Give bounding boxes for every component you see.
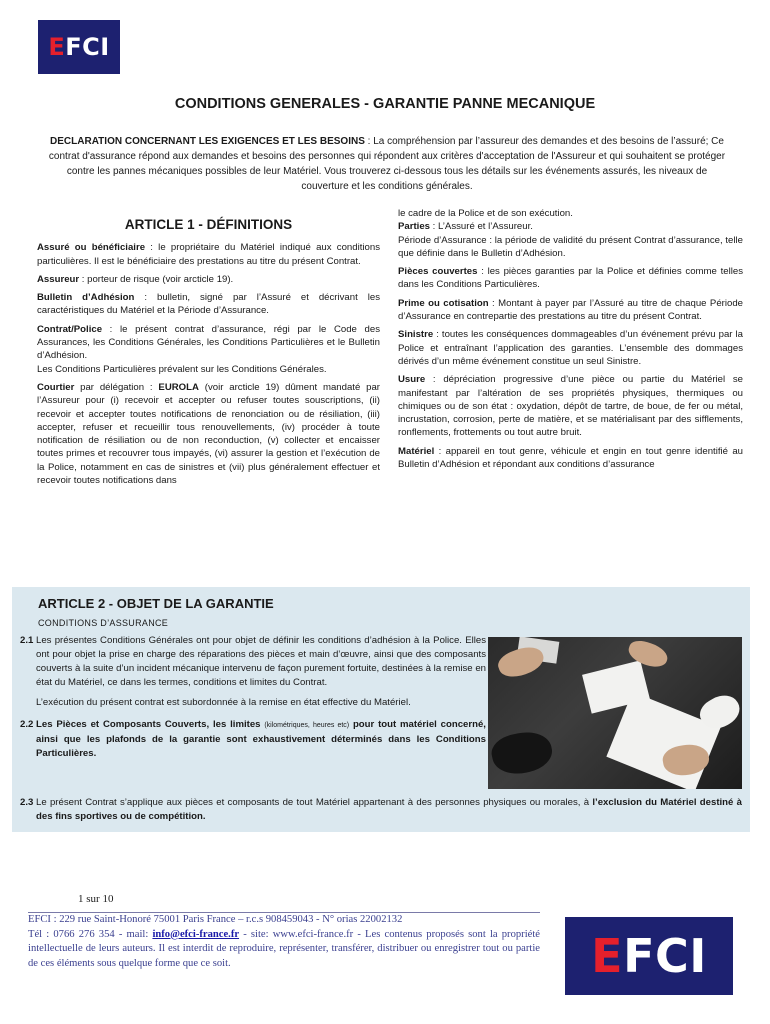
- logo-letter-e: E: [48, 33, 66, 61]
- item-number: 2.1: [20, 635, 34, 646]
- logo-letters-fci: FCI: [623, 929, 707, 983]
- definition-term: Matériel: [398, 445, 435, 457]
- article2-subtitle: CONDITIONS D’ASSURANCE: [38, 618, 169, 628]
- definition-term: Courtier: [37, 381, 75, 393]
- definition-text: : porteur de risque (voir arcticle 19).: [79, 273, 234, 285]
- item-number: 2.2: [20, 719, 34, 730]
- definition-text: : L’Assuré et l’Assureur.: [430, 221, 533, 233]
- definition-term: Usure: [398, 374, 426, 386]
- definition-contrat: [37, 323, 380, 363]
- footer-email-link[interactable]: info@efci-france.fr: [152, 928, 240, 940]
- definition-continuation: [398, 207, 743, 220]
- definition-sinistre: [398, 328, 743, 368]
- definition-term: Contrat/Police: [37, 323, 103, 335]
- article2-title: ARTICLE 2 - OBJET DE LA GARANTIE: [38, 596, 274, 611]
- definition-text: : dépréciation progressive d’une pièce ou partie du Matériel se manifestant par l’altération de ses propriétés physiques, thermiques ou chimiques ou de son état : oxydation, dépôt de tartre, de boue, de fer ou métal, incrustation, corrosion, perte de matière, et se matérialisant par des sifflements, ronflements, frottements ou tout autre bruit.: [398, 374, 743, 439]
- definition-term: Assuré ou bénéficiaire: [37, 242, 146, 254]
- logo-letters-fci: FCI: [65, 33, 110, 61]
- item-text: Le présent Contrat s’applique aux pièces et composants de tout Matériel appartenant à des personnes physiques ou morales, à: [36, 797, 593, 808]
- article2-item-2-1: [20, 634, 486, 716]
- article1-right-column: [398, 207, 743, 476]
- definition-term: Bulletin d’Adhésion: [37, 292, 135, 304]
- definition-conditions-note: [37, 363, 380, 376]
- item-text-bold: Les Pièces et Composants Couverts, les limites: [36, 719, 265, 730]
- definition-pieces: [398, 265, 743, 292]
- footer-contact: [28, 928, 540, 972]
- page-number: 1 sur 10: [78, 893, 114, 905]
- definition-periode: [398, 234, 743, 261]
- article2-item-2-2: [20, 718, 486, 761]
- definition-text: (voir arcticle 19) dûment mandaté par l’Assureur pour (i) recevoir et accepter ou refuser toutes souscriptions, (ii) recevoir et accepter toutes notifications de renonciation ou de résiliation, (iii) accepter, refuser et recueillir tous renouvellements, (iv) procéder à toute notification de résiliation ou de non reconduction, (v) collecter et encaisser toutes primes et recouvrer tous impayés, (vi) assurer la gestion et l’exécution de la Police, notamment en cas de sinistres et (vii) plus généralement effectuer et recevoir toutes notifications dans: [37, 381, 380, 487]
- intro-text: : La compréhension par l’assureur des demandes et des besoins de l’assuré; Ce contrat d'assurance répond aux demandes et besoins des personnes qui répondent aux critères d'acceptation de l'Assureur et qui souhaitent se protéger contre les pannes mécaniques possibles de leur Matériel. Vous trouverez ci-dessous tous les détails sur les événements assurés, les niveaux de couverture et les conditions générales.: [48, 136, 726, 192]
- definition-text: : appareil en tout genre, véhicule et engin en tout genre identifié au Bulletin d’Adhésion et répondant aux conditions d’assurance: [398, 445, 743, 471]
- footer-tel: Tél : 0766 276 354 - mail:: [28, 928, 153, 940]
- definition-text: : bulletin, signé par l’Assuré et décrivant les caractéristiques du Matériel et la Période d’Assurance.: [37, 292, 381, 317]
- definition-text: par délégation :: [74, 381, 159, 393]
- hand-shape: [488, 727, 555, 779]
- article2-items: [20, 634, 486, 763]
- definition-text: Les Conditions Particulières prévalent sur les Conditions Générales.: [37, 363, 327, 375]
- meeting-contract-photo: [488, 637, 742, 789]
- footer: [28, 913, 540, 971]
- definition-parties: [398, 220, 743, 233]
- definition-term: Assureur: [37, 273, 80, 285]
- intro-declaration: [42, 134, 732, 194]
- item-text-small: (kilométriques, heures etc): [264, 722, 350, 729]
- efci-logo-bottom: [565, 917, 733, 995]
- definition-term: Pièces couvertes: [398, 266, 478, 278]
- definition-text: : le propriétaire du Matériel indiqué aux conditions particulières. Il est le bénéficiaire des prestations au titre du présent Contrat.: [37, 242, 380, 267]
- definition-term: Prime ou cotisation: [398, 297, 489, 309]
- definition-text: : les pièces garanties par la Police et définies comme telles dans les Conditions Particulières.: [398, 266, 743, 291]
- item-number: 2.3: [20, 797, 34, 808]
- logo-letter-e: E: [591, 929, 624, 983]
- article1-left-column: [37, 216, 380, 492]
- item-text-bold: l’exclusion du Matériel destiné à des fins sportives ou de compétition.: [36, 797, 742, 822]
- article1-title: ARTICLE 1 - DÉFINITIONS: [124, 217, 293, 232]
- definition-term-eurola: EUROLA: [158, 381, 199, 393]
- definition-usure: [398, 373, 743, 439]
- definition-bulletin: [37, 291, 380, 318]
- definition-text: Période d’Assurance : la période de validité du présent Contrat d’assurance, telle que définie dans le Bulletin d’Adhésion.: [398, 234, 743, 259]
- definition-prime: [398, 297, 743, 324]
- definition-term: Sinistre: [398, 329, 434, 341]
- article2-item-2-3: [20, 796, 742, 826]
- intro-lead: DECLARATION CONCERNANT LES EXIGENCES ET LES BESOINS: [50, 136, 365, 147]
- definition-courtier: [37, 381, 380, 487]
- item-text-bold: pour tout matériel concerné, ainsi que les plafonds de la garantie sont exhaustivement déterminés dans les Conditions Particulières.: [36, 719, 486, 759]
- definition-materiel: [398, 445, 743, 472]
- footer-rights: - site: www.efci-france.fr - Les contenus proposés sont la propriété intellectuelle de leurs auteurs. Il est interdit de reproduire, représenter, transférer, distribuer ou enregistrer tout ou partie de ces éléments sous quelque forme que ce soit.: [28, 928, 540, 969]
- definition-text: : le présent contrat d’assurance, régi par le Code des Assurances, les Conditions Générales, les Conditions Particulières et le Bulletin d’Adhésion.: [37, 323, 380, 362]
- definition-text: : Montant à payer par l’Assuré au titre de chaque Période d’Assurance en contrepartie des prestations au titre du présent Contrat.: [398, 297, 743, 323]
- item-paragraph: Les présentes Conditions Générales ont pour objet de définir les conditions d’adhésion à la Police. Elles ont pour objet la prise en charge des réparations des pièces et main d’œuvre, ainsi que des composants couverts à la suite d’un incident mécanique intervenu de façon purement fortuite, destinées à la remise en état du Matériel, ce dans les termes, conditions et limites du Contrat.: [36, 635, 486, 688]
- definition-text: le cadre de la Police et de son exécution.: [398, 208, 573, 219]
- definition-assure: [37, 241, 380, 268]
- efci-logo-top: [38, 20, 120, 74]
- definition-term: Parties: [398, 221, 430, 233]
- item-paragraph: L’exécution du présent contrat est subordonnée à la remise en état effective du Matériel.: [36, 697, 411, 708]
- definition-text: : toutes les conséquences dommageables d’un événement prévu par la Police et entraînant l’application des garanties. L’ensemble des dommages dérivés d’un même événement constitue un seul Sinistre.: [398, 329, 743, 367]
- footer-address: EFCI : 229 rue Saint-Honoré 75001 Paris France – r.c.s 908459043 - N° orias 22002132: [28, 914, 403, 925]
- document-title: CONDITIONS GENERALES - GARANTIE PANNE MECANIQUE: [174, 96, 596, 112]
- definition-assureur: [37, 273, 380, 286]
